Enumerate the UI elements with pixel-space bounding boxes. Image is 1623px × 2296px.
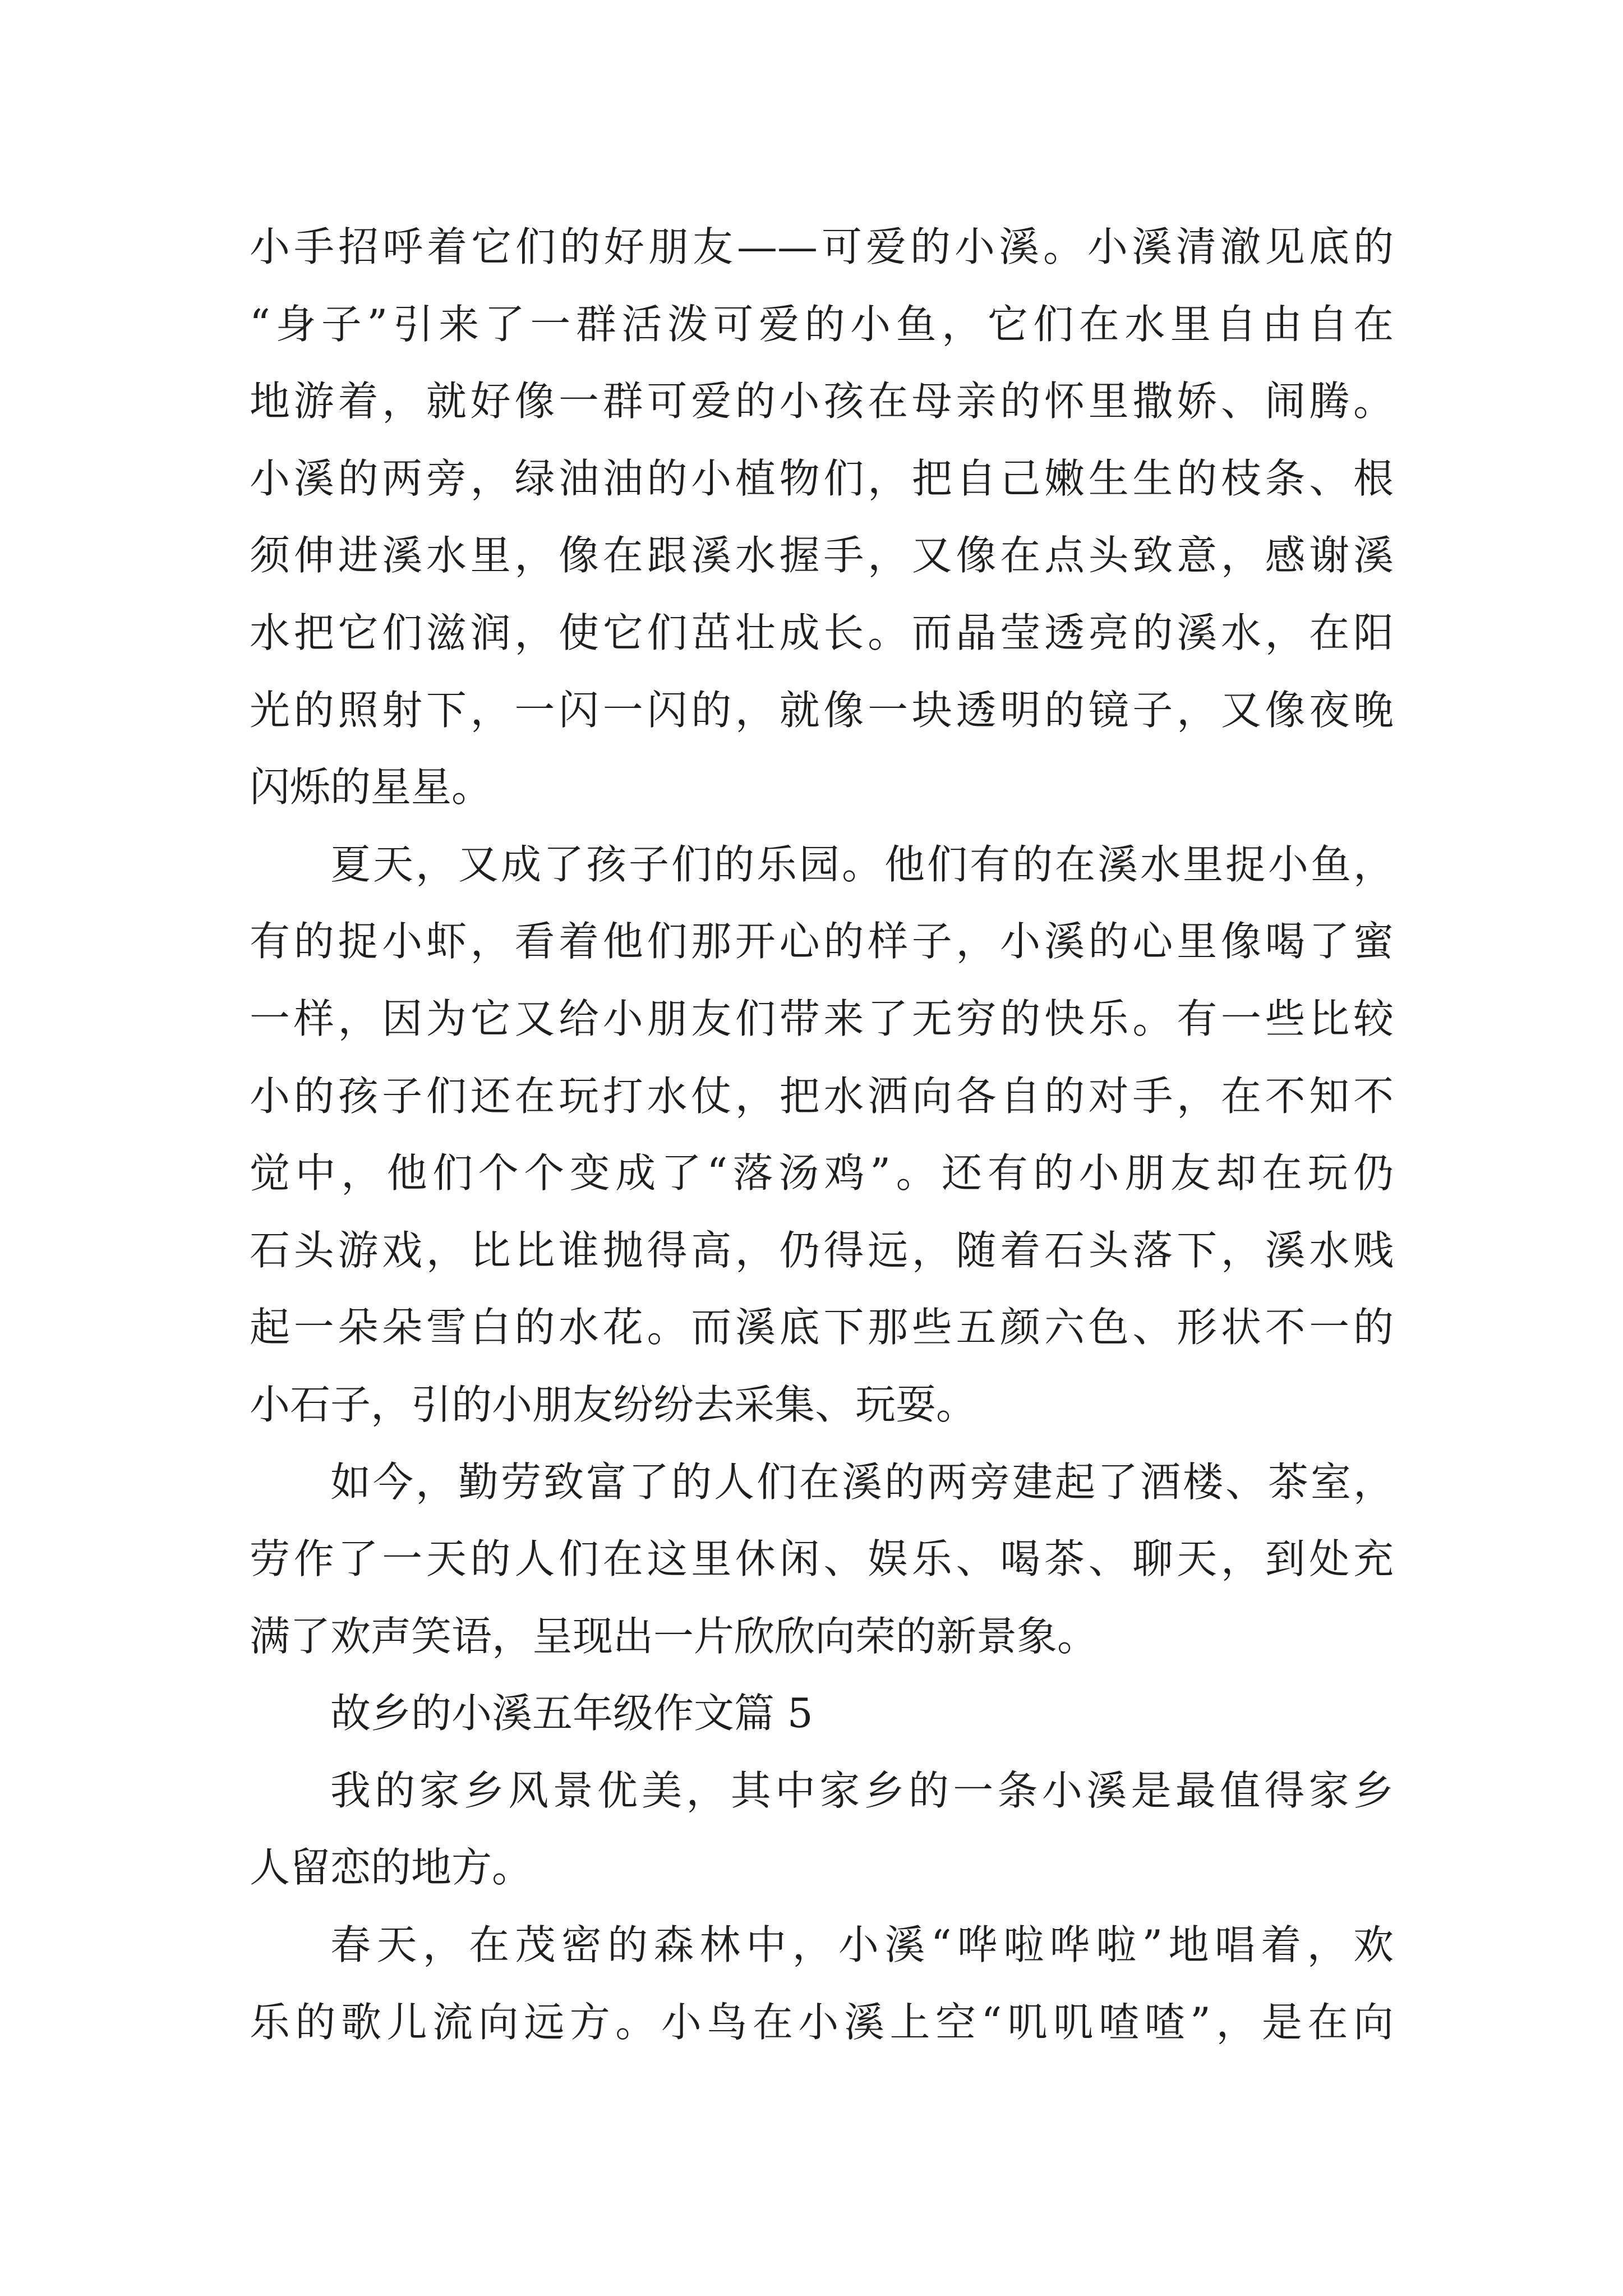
text-line: 人留恋的地方。 xyxy=(250,1844,533,1892)
paragraph-start-line: 如今，勤劳致富了的人们在溪的两旁建起了酒楼、茶室， xyxy=(330,1458,1394,1506)
text-line: 劳作了一天的人们在这里休闲、娱乐、喝茶、聊天，到处充 xyxy=(250,1535,1394,1583)
text-line: 乐的歌儿流向远方。小鸟在小溪上空“叽叽喳喳”，是在向 xyxy=(250,1998,1394,2046)
body-text xyxy=(250,209,1394,2061)
text-line: 小溪的两旁，绿油油的小植物们，把自己嫩生生的枝条、根 xyxy=(250,454,1394,502)
text-line: 闪烁的星星。 xyxy=(250,763,492,811)
text-line: 小手招呼着它们的好朋友——可爱的小溪。小溪清澈见底的 xyxy=(250,223,1394,270)
text-line: 有的捉小虾，看着他们那开心的样子，小溪的心里像喝了蜜 xyxy=(250,918,1394,965)
text-line: 满了欢声笑语，呈现出一片欣欣向荣的新景象。 xyxy=(250,1612,1098,1660)
text-line: 地游着，就好像一群可爱的小孩在母亲的怀里撒娇、闹腾。 xyxy=(250,378,1394,425)
section-heading: 故乡的小溪五年级作文篇 5 xyxy=(330,1690,813,1737)
text-line: 水把它们滋润，使它们茁壮成长。而晶莹透亮的溪水，在阳 xyxy=(250,609,1394,656)
text-line: 一样，因为它又给小朋友们带来了无穷的快乐。有一些比较 xyxy=(250,995,1394,1042)
text-line: 起一朵朵雪白的水花。而溪底下那些五颜六色、形状不一的 xyxy=(250,1304,1394,1351)
text-line: 光的照射下，一闪一闪的，就像一块透明的镜子，又像夜晚 xyxy=(250,686,1394,734)
text-line: 小的孩子们还在玩打水仗，把水洒向各自的对手，在不知不 xyxy=(250,1072,1394,1120)
paragraph-start-line: 我的家乡风景优美，其中家乡的一条小溪是最值得家乡 xyxy=(330,1766,1394,1814)
text-line: 小石子，引的小朋友纷纷去采集、玩耍。 xyxy=(250,1381,977,1428)
text-line: “身子”引来了一群活泼可爱的小鱼，它们在水里自由自在 xyxy=(250,300,1394,348)
paragraph-start-line: 夏天，又成了孩子们的乐园。他们有的在溪水里捉小鱼， xyxy=(330,840,1394,888)
paragraph-start-line: 春天，在茂密的森林中，小溪“哗啦哗啦”地唱着，欢 xyxy=(330,1921,1394,1969)
text-line: 须伸进溪水里，像在跟溪水握手，又像在点头致意，感谢溪 xyxy=(250,532,1394,579)
text-line: 石头游戏，比比谁抛得高，仍得远，随着石头落下，溪水贱 xyxy=(250,1226,1394,1274)
text-line: 觉中，他们个个变成了“落汤鸡”。还有的小朋友却在玩仍 xyxy=(250,1149,1394,1197)
